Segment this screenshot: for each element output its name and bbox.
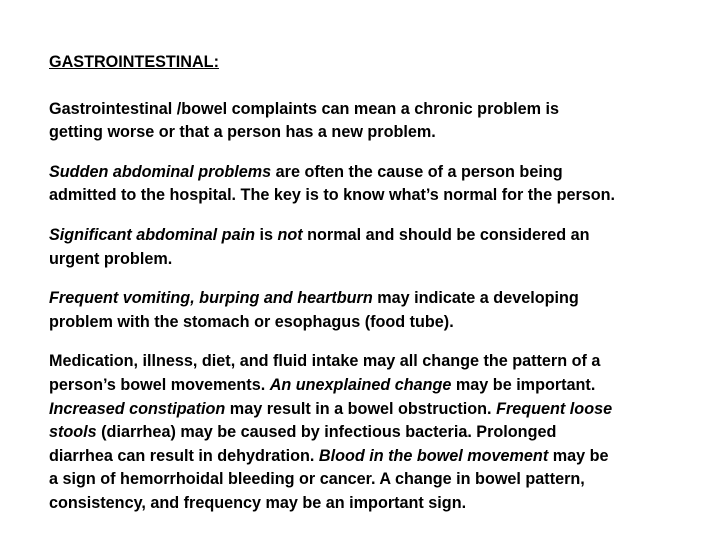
slide-content xyxy=(49,51,689,516)
paragraph-text: may result in a bowel obstruction. xyxy=(225,399,497,418)
paragraph-abdominal-pain xyxy=(49,224,689,271)
paragraph-bowel-movements xyxy=(49,350,689,515)
paragraph-text: is xyxy=(254,225,278,244)
paragraph-text: diarrhea can result in dehydration. xyxy=(49,446,319,465)
paragraph-text: urgent problem. xyxy=(49,249,173,268)
emphasis-text: Increased constipation xyxy=(49,399,226,418)
paragraph-text: Medication, illness, diet, and fluid intake may all change the pattern of a xyxy=(49,352,601,371)
paragraph-text: may be important. xyxy=(451,375,596,394)
section-heading: GASTROINTESTINAL: xyxy=(49,53,219,71)
emphasis-text: Frequent vomiting, burping and heartburn xyxy=(49,289,373,308)
paragraph-text: Gastrointestinal /bowel complaints can mean a chronic problem is xyxy=(49,99,560,118)
paragraph-text: may indicate a developing xyxy=(372,289,579,308)
paragraph-text: (diarrhea) may be caused by infectious bacteria. Prolonged xyxy=(96,423,557,442)
paragraph-text: may be xyxy=(548,446,609,465)
paragraph-text: consistency, and frequency may be an important sign. xyxy=(49,493,467,512)
paragraph-sudden-problems xyxy=(49,161,689,208)
paragraph-overview xyxy=(49,98,689,145)
emphasis-text: Sudden abdominal problems xyxy=(49,162,272,181)
emphasis-text: An unexplained change xyxy=(269,375,452,394)
emphasis-text: Frequent loose xyxy=(496,399,613,418)
emphasis-text: not xyxy=(277,225,303,244)
paragraph-text: problem with the stomach or esophagus (food tube). xyxy=(49,312,454,331)
emphasis-text: Blood in the bowel movement xyxy=(318,446,549,465)
paragraph-text: person’s bowel movements. xyxy=(49,375,270,394)
paragraph-text: getting worse or that a person has a new problem. xyxy=(49,123,436,142)
paragraph-text: admitted to the hospital. The key is to know what’s normal for the person. xyxy=(49,186,616,205)
paragraph-text: normal and should be considered an xyxy=(302,225,590,244)
paragraph-vomiting xyxy=(49,287,689,334)
paragraph-text: are often the cause of a person being xyxy=(271,162,563,181)
paragraph-text: a sign of hemorrhoidal bleeding or cancer. A change in bowel pattern, xyxy=(49,470,585,489)
emphasis-text: Significant abdominal pain xyxy=(49,225,255,244)
emphasis-text: stools xyxy=(49,423,97,442)
